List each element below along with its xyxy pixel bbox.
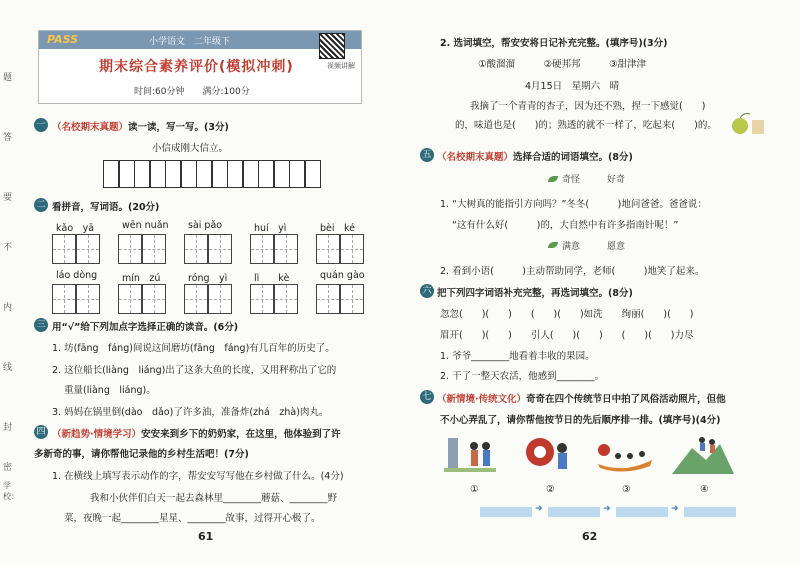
section-7-heading-cont: 不小心弄乱了，请你帮他按节日的先后顺序排一排。(填序号)(4分)	[440, 415, 721, 426]
writing-box[interactable]	[227, 160, 243, 188]
answer-slot[interactable]	[684, 507, 736, 517]
writing-box[interactable]	[289, 160, 305, 188]
question-line: 3. 妈妈在锅里倒(dào dǎo)了许多油，准备炸(zhá zhà)肉丸。	[52, 407, 329, 418]
word-choices: 满意 愿意	[562, 242, 626, 252]
photo-tomb-sweeping[interactable]	[440, 430, 502, 476]
gutter-char: 题	[3, 73, 13, 83]
section-badge: 七	[420, 390, 434, 404]
character-cell[interactable]	[340, 284, 364, 314]
writing-box[interactable]	[103, 160, 119, 188]
character-cell[interactable]	[118, 284, 142, 314]
word-choices: ①酸溜溜 ②硬邦邦 ③甜津津	[478, 59, 647, 70]
apricot-shape	[732, 118, 748, 134]
writing-box[interactable]	[119, 160, 135, 188]
section-title: 奇奇在四个传统节日中拍了风俗活动照片，但他	[526, 394, 726, 405]
section-2-heading: 看拼音，写词语。(20分)	[52, 202, 160, 213]
gutter-char: 要	[3, 193, 13, 203]
section-title: 选择合适的词语填空。(8分)	[513, 152, 633, 163]
binding-gutter	[0, 40, 19, 520]
leaf-icon	[548, 176, 558, 182]
section-badge: 六	[420, 284, 434, 298]
pinyin-label: wēn nuǎn	[122, 220, 169, 231]
section-5-heading	[437, 149, 633, 163]
pass-logo: PASS	[47, 33, 79, 46]
answer-slot[interactable]	[548, 507, 600, 517]
section-badge: 一	[34, 118, 48, 132]
gutter-char: 封	[3, 423, 13, 433]
header-band	[39, 31, 361, 49]
writing-box[interactable]	[212, 160, 228, 188]
pinyin-label: huí yì	[254, 223, 287, 234]
pinyin-label: quán gào	[320, 270, 365, 281]
character-cell[interactable]	[250, 284, 274, 314]
answer-slot[interactable]	[616, 507, 668, 517]
arrow-right-icon: ➜	[535, 504, 543, 514]
writing-box[interactable]	[305, 160, 321, 188]
question-line: 1. 在横线上填写表示动作的字，帮安安写写他在乡村做了什么。(4分)	[52, 471, 344, 482]
photo-dragon-boat[interactable]	[594, 430, 656, 476]
character-cell[interactable]	[316, 234, 340, 264]
question-line[interactable]: 1. “大树真的能指引方向吗？”冬冬( )地问爸爸。爸爸说：	[440, 199, 707, 210]
fill-blank-line[interactable]: 2. 干了一整天农活，他感到________。	[440, 371, 605, 382]
section-4-heading	[52, 426, 341, 440]
page-number: 62	[582, 530, 598, 543]
gutter-school-label: 学校：	[3, 481, 19, 501]
section-tag: （名校期末真题）	[437, 152, 514, 163]
section-title: 安安来到乡下的奶奶家，在这里，他体验到了许	[141, 429, 341, 440]
writing-box[interactable]	[243, 160, 259, 188]
character-cell[interactable]	[52, 284, 76, 314]
branch-shape	[740, 114, 750, 119]
apricot-illustration	[728, 110, 768, 136]
fill-blank-line[interactable]: 菜，夜晚一起________星星、________故事，过得开心极了。	[64, 513, 321, 524]
character-cell[interactable]	[142, 284, 166, 314]
qr-note: 视频讲解	[327, 62, 355, 70]
character-cell[interactable]	[52, 234, 76, 264]
character-cell[interactable]	[76, 234, 100, 264]
pinyin-label: róng yì	[188, 273, 228, 284]
photo-mountain-climbing[interactable]	[672, 430, 734, 476]
section-tag: （新趋势·情境学习）	[52, 429, 142, 440]
character-cell[interactable]	[184, 234, 208, 264]
question-line[interactable]: 2. 看到小语( )主动帮助同学，老师( )地笑了起来。	[440, 266, 705, 277]
writing-box[interactable]	[196, 160, 212, 188]
qr-code-icon[interactable]	[319, 33, 345, 59]
diary-line[interactable]: 我摘了一个青青的杏子，因为还不熟，捏一下感觉( )	[470, 101, 706, 112]
question-line: 1. 坊(fāng fáng)间说这间磨坊(fāng fáng)有几百年的历史了。	[52, 343, 335, 354]
character-cell[interactable]	[76, 284, 100, 314]
pinyin-label: láo dòng	[56, 270, 98, 281]
pinyin-label: kǎo yā	[56, 223, 95, 234]
section-badge: 二	[34, 198, 48, 212]
pinyin-label: mín zú	[122, 273, 161, 284]
gutter-char: 内	[3, 303, 13, 313]
writing-box[interactable]	[165, 160, 181, 188]
writing-box[interactable]	[150, 160, 166, 188]
section-badge: 三	[34, 318, 48, 332]
answer-slot[interactable]	[480, 507, 532, 517]
leaf-icon	[548, 242, 558, 248]
word-choices: 奇怪 好奇	[562, 175, 626, 185]
gutter-char: 不	[3, 243, 13, 253]
section-tag: （名校期末真题）	[52, 122, 129, 133]
character-cell[interactable]	[250, 234, 274, 264]
section-1-sentence: 小信成刚大信立。	[152, 143, 229, 154]
question-heading: 2. 选词填空，帮安安将日记补充完整。(填序号)(3分)	[440, 38, 668, 49]
idiom-row[interactable]: 忽忽( )( ) ( )( )如洗 绚丽( )( )	[440, 309, 694, 320]
pinyin-label: sài pǎo	[188, 220, 223, 231]
character-cell[interactable]	[208, 284, 232, 314]
gutter-char: 答	[3, 133, 13, 143]
diary-line[interactable]: 的，味道也是( )的；熟透的就不一样了，吃起来( )的。	[455, 120, 717, 131]
page-number: 61	[198, 530, 214, 543]
arrow-right-icon: ➜	[603, 504, 611, 514]
question-line: 重量(liàng liáng)。	[64, 385, 156, 396]
gutter-char: 密	[3, 463, 13, 473]
header-subtitle: 小学语文 二年级下	[149, 37, 231, 47]
section-badge: 四	[34, 425, 48, 439]
diary-date: 4月15日 星期六 晴	[525, 81, 620, 92]
section-title: 读一读，写一写。(3分)	[128, 122, 229, 133]
pinyin-label: bèi ké	[320, 223, 356, 234]
writing-box[interactable]	[181, 160, 197, 188]
gutter-char: 线	[3, 363, 13, 373]
photo-label: ④	[700, 484, 709, 495]
question-line[interactable]: “这有什么好( )的，大自然中有许多指南针呢！”	[452, 220, 679, 231]
writing-box[interactable]	[258, 160, 274, 188]
idiom-row[interactable]: 眉开( )( ) 引人( )( ) ( )( )力尽	[440, 330, 694, 341]
writing-box[interactable]	[134, 160, 150, 188]
exam-title: 期末综合素养评价(模拟冲刺)	[99, 59, 294, 75]
character-cell[interactable]	[118, 234, 142, 264]
photo-label: ②	[546, 484, 555, 495]
section-1-heading	[52, 119, 229, 133]
exam-meta: 时间:60分钟 满分:100分	[134, 87, 250, 97]
section-6-heading: 把下列四字词语补充完整，再选词填空。(8分)	[437, 288, 633, 299]
character-cell[interactable]	[184, 284, 208, 314]
photo-label: ③	[622, 484, 631, 495]
section-tag: （新情境·传统文化）	[437, 394, 527, 405]
character-cell[interactable]	[316, 284, 340, 314]
arrow-right-icon: ➜	[671, 504, 679, 514]
character-cell[interactable]	[208, 234, 232, 264]
basket-shape	[752, 120, 764, 134]
pinyin-label: lì kè	[254, 273, 290, 284]
exam-header	[38, 30, 362, 104]
section-badge: 五	[420, 148, 434, 162]
fill-blank-line[interactable]: 我和小伙伴们白天一起去森林里________蘑菇、________野	[90, 493, 338, 504]
photo-paper-cutting[interactable]	[518, 430, 580, 476]
question-line: 2. 这位船长(liàng liáng)出了这条大鱼的长度，又用秤称出了它的	[52, 365, 337, 376]
fill-blank-line[interactable]: 1. 爷爷________地看着丰收的果园。	[440, 351, 595, 362]
character-cell[interactable]	[142, 234, 166, 264]
section-4-heading-cont: 多新奇的事，请你帮他记录他的乡村生活吧！(7分)	[34, 449, 249, 460]
photo-label: ①	[470, 484, 479, 495]
character-cell[interactable]	[274, 234, 298, 264]
right-page	[400, 0, 800, 565]
character-cell[interactable]	[340, 234, 364, 264]
section-3-heading: 用“√”给下列加点字选择正确的读音。(6分)	[52, 322, 239, 333]
character-cell[interactable]	[274, 284, 298, 314]
writing-box[interactable]	[274, 160, 290, 188]
section-7-heading	[437, 391, 726, 405]
